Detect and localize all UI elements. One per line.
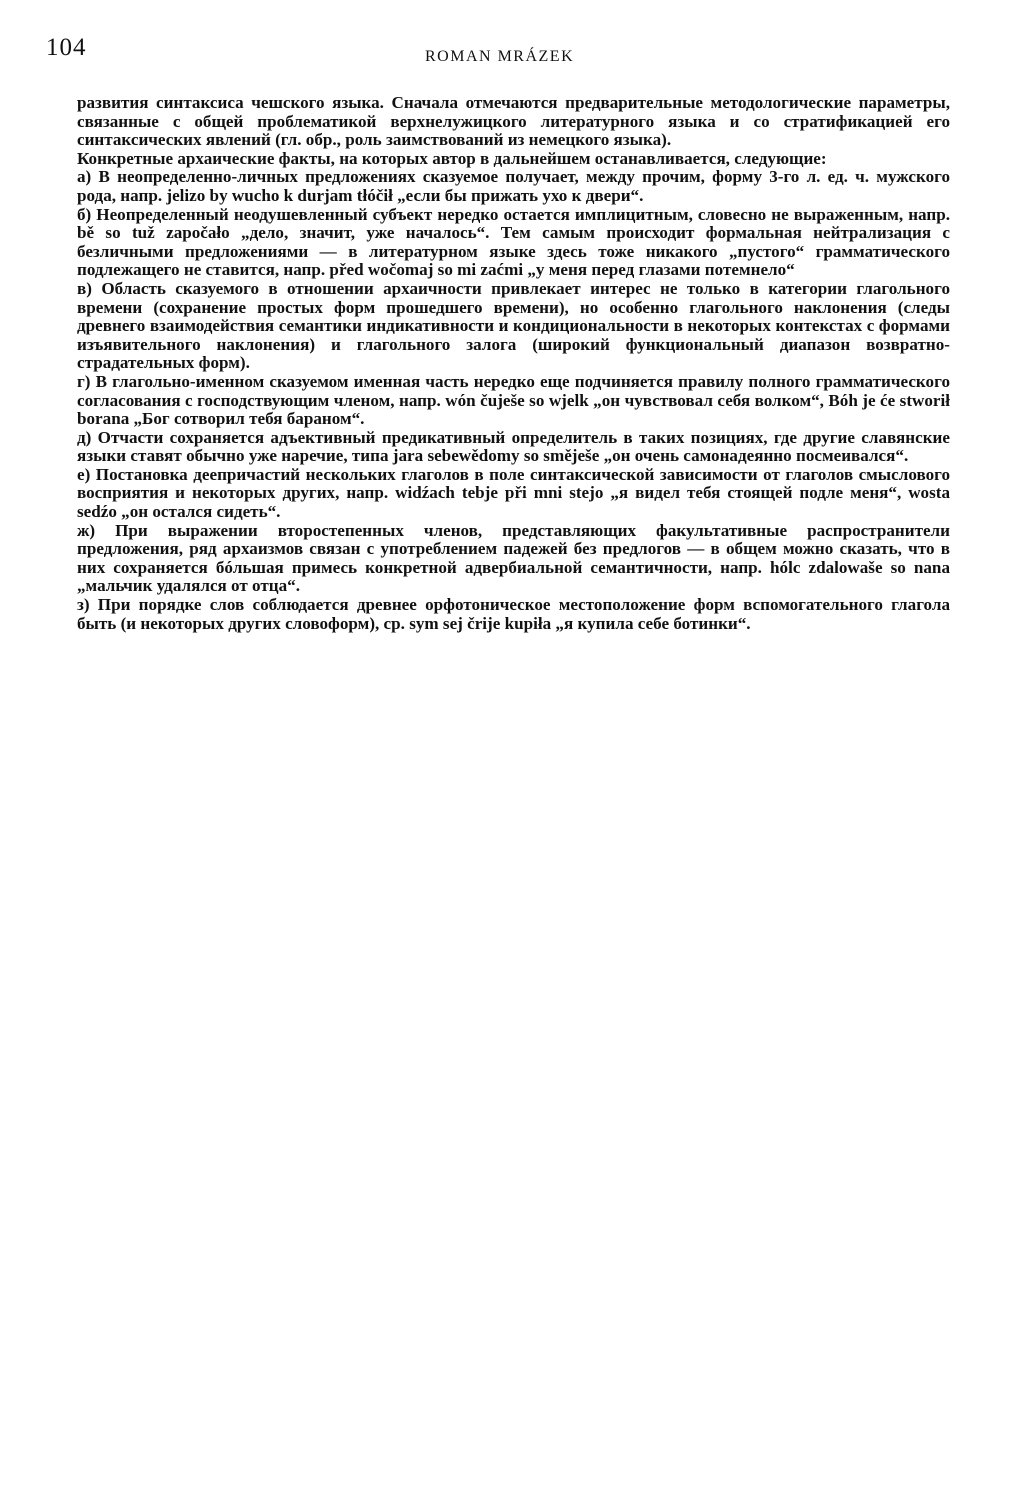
paragraph-item-d: д) Отчасти сохраняется адъективный предикативный определитель в таких позициях, где другие славянские языки ставят обычно уже наречие, типа jara sebewědomy so směješe „он очень самонадеянно посмеивался“. (77, 427, 950, 466)
paragraph: Конкретные архаические факты, на которых автор в дальнейшем останавливается, следующие: (77, 148, 827, 168)
paragraph-item-zh: ж) При выражении второстепенных членов, представляющих факультативные распространители предложения, ряд архаизмов связан с употреблением падежей без предлогов — в общем можно сказать, что в них сохраняется бóльшая примесь конкретной адвербиальной семантичности, напр. hólc zdalowaše so nana „мальчик удалялся от отца“. (77, 520, 950, 596)
paragraph: развития синтаксиса чешского языка. Сначала отмечаются предварительные методологические параметры, связанные с общей проблематикой верхнелужицкого литературного языка и со стратификацией его синтаксических явлений (гл. обр., роль заимствований из немецкого языка). (77, 93, 950, 150)
paragraph-item-g: г) В глагольно-именном сказуемом именная часть нередко еще подчиняется правилу полного грамматического согласования с господствующим членом, напр. wón čuješe so wjelk „он чувствовал себя волком“, Bóh je će stworił borana „Бог сотворил тебя бараном“. (77, 371, 950, 429)
paragraph-item-a: а) В неопределенно-личных предложениях сказуемое получает, между прочим, форму 3-го л. ед. ч. мужского рода, напр. jelizo by wucho k durjam tłóčił „если бы прижать ухо к двери“. (77, 167, 950, 205)
page-number: 104 (46, 34, 87, 61)
running-head: ROMAN MRÁZEK (425, 48, 575, 65)
paragraph-item-e: е) Постановка деепричастий нескольких глаголов в поле синтаксической зависимости от глаголов смыслового восприятия и некоторых других, напр. widźach tebje při mni stejo „я видел тебя стоящей подле меня“, wosta sedźo „он остался сидеть“. (77, 464, 950, 522)
paragraph-item-z: з) При порядке слов соблюдается древнее орфотоническое местоположение форм вспомогательного глагола быть (и некоторых других словоформ), ср. sym sej črije kupiła „я купила себе ботинки“. (77, 595, 950, 633)
paragraph-item-v: в) Область сказуемого в отношении архаичности привлекает интерес не только в категории глагольного времени (сохранение простых форм прошедшего времени), но особенно глагольного наклонения (следы древнего взаимодействия семантики индикативности и кондициональности в некоторых контекстах с формами изъявительного наклонения) и глагольного залога (широкий функциональный диапазон возвратно-страдательных форм). (77, 278, 950, 373)
body-text (77, 94, 950, 633)
paragraph-item-b: б) Неопределенный неодушевленный субъект нередко остается имплицитным, словесно не выраженным, напр. bě so tuž započało „дело, значит, уже началось“. Тем самым происходит формальная нейтрализация с безличными предложениями — в литературном языке здесь тоже никакого „пустого“ грамматического подлежащего не ставится, напр. před wočomaj so mi zaćmi „у меня перед глазами потемнело“ (77, 204, 950, 280)
